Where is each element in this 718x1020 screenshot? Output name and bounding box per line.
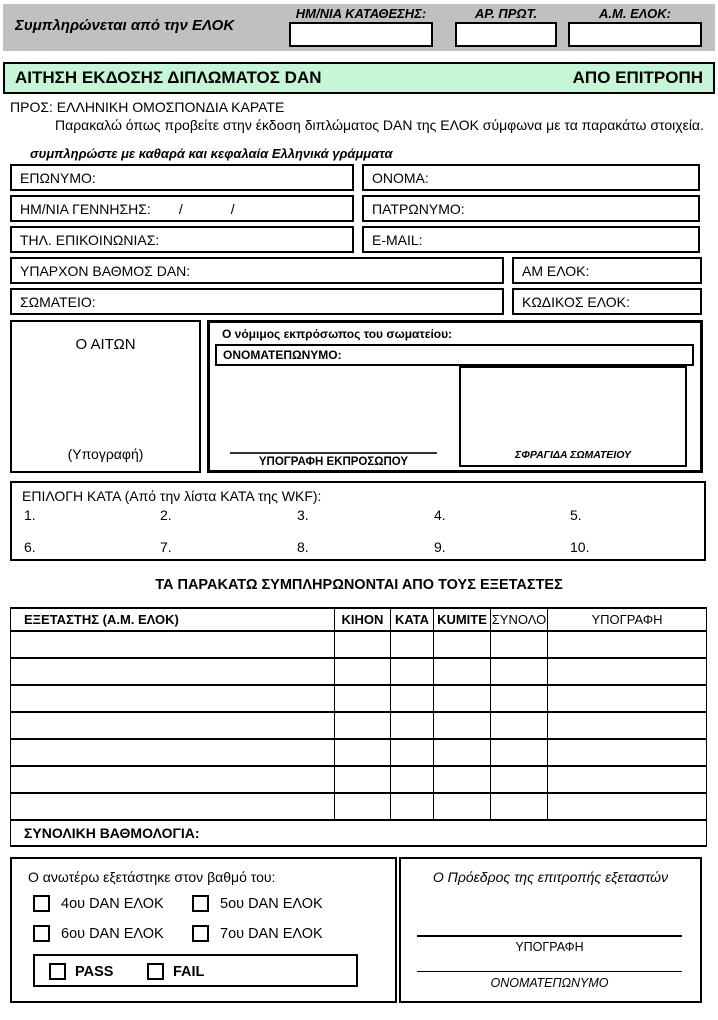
phone-label: ΤΗΛ. ΕΠΙΚΟΙΝΩΝΙΑΣ: bbox=[20, 231, 160, 248]
total-score-row bbox=[11, 820, 707, 846]
kata-slot-2[interactable]: 2. bbox=[160, 507, 172, 523]
examiner-cell[interactable] bbox=[11, 631, 335, 658]
kihon-cell[interactable] bbox=[335, 766, 391, 793]
date-slash: / bbox=[178, 200, 183, 217]
pass-checkbox[interactable] bbox=[49, 963, 66, 980]
president-name-line[interactable] bbox=[417, 971, 682, 972]
signature-cell[interactable] bbox=[548, 739, 707, 766]
signature-cell[interactable] bbox=[548, 712, 707, 739]
fail-label: FAIL bbox=[173, 963, 205, 980]
total-cell[interactable] bbox=[491, 631, 548, 658]
office-use-note: Συμπληρώνεται από την ΕΛΟΚ bbox=[15, 17, 235, 34]
fail-option[interactable] bbox=[147, 963, 204, 980]
am-elok-strip-label: Α.Μ. ΕΛΟΚ: bbox=[599, 6, 671, 21]
signature-cell[interactable] bbox=[548, 658, 707, 685]
kata-cell[interactable] bbox=[391, 631, 434, 658]
result-prompt: Ο ανωτέρω εξετάστηκε στον βαθμό του: bbox=[28, 869, 276, 885]
kata-cell[interactable] bbox=[391, 793, 434, 820]
president-title: Ο Πρόεδρος της επιτροπής εξεταστών bbox=[432, 869, 669, 885]
option-4th-dan[interactable] bbox=[33, 895, 164, 912]
form-title-committee: ΑΠΟ ΕΠΙΤΡΟΠΗ bbox=[572, 68, 703, 87]
total-cell[interactable] bbox=[491, 685, 548, 712]
protocol-number-label: ΑΡ. ΠΡΩΤ. bbox=[474, 6, 538, 21]
kata-selection-label: ΕΠΙΛΟΓΗ ΚΑΤΑ (Από την λίστα ΚΑΤΑ της WKF): bbox=[22, 488, 322, 504]
representative-name-label: ΟΝΟΜΑΤΕΠΩΝΥΜΟ: bbox=[223, 348, 342, 362]
signature-cell[interactable] bbox=[548, 766, 707, 793]
examiner-row bbox=[11, 739, 707, 766]
kumite-cell[interactable] bbox=[434, 685, 491, 712]
total-cell[interactable] bbox=[491, 739, 548, 766]
president-name-caption: ΟΝΟΜΑΤΕΠΩΝΥΜΟ bbox=[490, 976, 609, 990]
first-name-label: ΟΝΟΜΑ: bbox=[372, 169, 429, 186]
current-dan-label: ΥΠΑΡΧΟΝ ΒΑΘΜΟΣ DAN: bbox=[20, 262, 191, 279]
checkbox-4th-dan[interactable] bbox=[33, 895, 50, 912]
pass-fail-box bbox=[33, 954, 358, 987]
checkbox-5th-dan[interactable] bbox=[192, 895, 209, 912]
total-column-header: ΣΥΝΟΛΟ bbox=[491, 608, 548, 631]
pass-option[interactable] bbox=[49, 963, 113, 980]
form-title-bar bbox=[3, 62, 715, 94]
examiner-cell[interactable] bbox=[11, 766, 335, 793]
representative-label: Ο νόμιμος εκπρόσωπος του σωματείου: bbox=[222, 327, 453, 341]
club-code-label: ΚΩΔΙΚΟΣ ΕΛΟΚ: bbox=[522, 293, 630, 310]
examiner-cell[interactable] bbox=[11, 685, 335, 712]
total-cell[interactable] bbox=[491, 793, 548, 820]
kumite-cell[interactable] bbox=[434, 739, 491, 766]
fill-instruction: συμπληρώστε με καθαρά και κεφαλαία Ελληνικά γράμματα bbox=[30, 146, 393, 161]
president-box bbox=[399, 857, 702, 1003]
examiner-row bbox=[11, 712, 707, 739]
kata-slot-7[interactable]: 7. bbox=[160, 539, 172, 555]
kata-cell[interactable] bbox=[391, 766, 434, 793]
total-cell[interactable] bbox=[491, 712, 548, 739]
kumite-cell[interactable] bbox=[434, 766, 491, 793]
kata-slot-10[interactable]: 10. bbox=[570, 539, 590, 555]
checkbox-6th-dan[interactable] bbox=[33, 925, 50, 942]
am-elok-label: ΑΜ ΕΛΟΚ: bbox=[522, 262, 590, 279]
examiner-cell[interactable] bbox=[11, 739, 335, 766]
email-label: E-MAIL: bbox=[372, 231, 423, 248]
option-6th-dan-label: 6ου DAN ΕΛΟΚ bbox=[61, 925, 164, 942]
applicant-signature-caption: (Υπογραφή) bbox=[67, 446, 144, 462]
protocol-number-input[interactable] bbox=[455, 22, 557, 47]
examiner-column-header: ΕΞΕΤΑΣΤΗΣ (Α.Μ. ΕΛΟΚ) bbox=[11, 608, 335, 631]
option-7th-dan-label: 7ου DAN ΕΛΟΚ bbox=[220, 925, 323, 942]
kihon-cell[interactable] bbox=[335, 658, 391, 685]
representative-signature-line bbox=[230, 452, 437, 454]
kumite-cell[interactable] bbox=[434, 631, 491, 658]
club-code-field[interactable] bbox=[512, 288, 702, 315]
request-line: Παρακαλώ όπως προβείτε στην έκδοση διπλώματος DAN της ΕΛΟΚ σύμφωνα με τα παρακάτω στοιχεία. bbox=[55, 117, 704, 133]
club-stamp-caption: ΣΦΡΑΓΙΔΑ ΣΩΜΑΤΕΙΟΥ bbox=[515, 449, 631, 461]
kata-cell[interactable] bbox=[391, 685, 434, 712]
patronym-label: ΠΑΤΡΩΝΥΜΟ: bbox=[372, 200, 465, 217]
kata-slot-3[interactable]: 3. bbox=[297, 507, 309, 523]
examiner-cell[interactable] bbox=[11, 712, 335, 739]
date-slash: / bbox=[230, 200, 235, 217]
first-name-field[interactable] bbox=[362, 164, 700, 191]
club-stamp-box[interactable] bbox=[459, 366, 687, 467]
total-cell[interactable] bbox=[491, 658, 548, 685]
submission-date-input[interactable] bbox=[289, 22, 433, 47]
option-5th-dan-label: 5ου DAN ΕΛΟΚ bbox=[220, 895, 323, 912]
kata-slot-1[interactable]: 1. bbox=[24, 507, 36, 523]
applicant-signature-box[interactable] bbox=[10, 320, 201, 473]
examiner-cell[interactable] bbox=[11, 658, 335, 685]
pass-label: PASS bbox=[75, 963, 114, 980]
surname-field[interactable] bbox=[10, 164, 354, 191]
kumite-cell[interactable] bbox=[434, 712, 491, 739]
club-field[interactable] bbox=[10, 288, 504, 315]
kihon-cell[interactable] bbox=[335, 685, 391, 712]
examiner-row bbox=[11, 685, 707, 712]
am-elok-strip-input[interactable] bbox=[568, 22, 702, 47]
option-4th-dan-label: 4ου DAN ΕΛΟΚ bbox=[61, 895, 164, 912]
examiner-row bbox=[11, 658, 707, 685]
kata-slot-8[interactable]: 8. bbox=[297, 539, 309, 555]
form-title: ΑΙΤΗΣΗ ΕΚΔΟΣΗΣ ΔΙΠΛΩΜΑΤΟΣ DAN bbox=[15, 68, 322, 87]
kata-slot-6[interactable]: 6. bbox=[24, 539, 36, 555]
exam-result-box bbox=[10, 857, 397, 1003]
kihon-column-header: KIHON bbox=[335, 608, 391, 631]
kumite-cell[interactable] bbox=[434, 793, 491, 820]
kumite-column-header: KUMITE bbox=[434, 608, 491, 631]
kata-column-header: ΚΑΤΑ bbox=[391, 608, 434, 631]
fail-checkbox[interactable] bbox=[147, 963, 164, 980]
birth-date-label: ΗΜ/ΝΙΑ ΓΕΝΝΗΣΗΣ: bbox=[20, 200, 151, 217]
examiners-header-row bbox=[11, 608, 707, 631]
representative-name-field[interactable] bbox=[215, 344, 694, 366]
examiner-cell[interactable] bbox=[11, 793, 335, 820]
signature-cell[interactable] bbox=[548, 631, 707, 658]
phone-field[interactable] bbox=[10, 226, 354, 253]
kata-slot-4[interactable]: 4. bbox=[434, 507, 446, 523]
club-label: ΣΩΜΑΤΕΙΟ: bbox=[20, 293, 96, 310]
kihon-cell[interactable] bbox=[335, 631, 391, 658]
current-dan-field[interactable] bbox=[10, 257, 504, 284]
option-7th-dan[interactable] bbox=[192, 925, 323, 942]
signature-cell[interactable] bbox=[548, 793, 707, 820]
representative-signature-caption: ΥΠΟΓΡΑΦΗ ΕΚΠΡΟΣΩΠΟΥ bbox=[258, 456, 409, 468]
surname-label: ΕΠΩΝΥΜΟ: bbox=[20, 169, 96, 186]
submission-date-label: ΗΜ/ΝΙΑ ΚΑΤΑΘΕΣΗΣ: bbox=[295, 6, 427, 21]
option-5th-dan[interactable] bbox=[192, 895, 323, 912]
examiner-row bbox=[11, 766, 707, 793]
kata-cell[interactable] bbox=[391, 712, 434, 739]
patronym-field[interactable] bbox=[362, 195, 700, 222]
kumite-cell[interactable] bbox=[434, 658, 491, 685]
option-6th-dan[interactable] bbox=[33, 925, 164, 942]
kata-cell[interactable] bbox=[391, 739, 434, 766]
total-cell[interactable] bbox=[491, 766, 548, 793]
applicant-title: Ο ΑΙΤΩΝ bbox=[75, 336, 136, 353]
examiner-row bbox=[11, 631, 707, 658]
kata-slot-5[interactable]: 5. bbox=[570, 507, 582, 523]
kihon-cell[interactable] bbox=[335, 712, 391, 739]
am-elok-field[interactable] bbox=[512, 257, 702, 284]
birth-date-field[interactable] bbox=[10, 195, 354, 222]
kihon-cell[interactable] bbox=[335, 739, 391, 766]
examiners-table bbox=[10, 607, 707, 847]
office-use-strip bbox=[3, 4, 715, 51]
president-signature-caption: ΥΠΟΓΡΑΦΗ bbox=[515, 940, 584, 954]
president-signature-line[interactable] bbox=[417, 935, 682, 937]
kihon-cell[interactable] bbox=[335, 793, 391, 820]
examiner-row bbox=[11, 793, 707, 820]
addressee-line: ΠΡΟΣ: ΕΛΛΗΝΙΚΗ ΟΜΟΣΠΟΝΔΙΑ ΚΑΡΑΤΕ bbox=[10, 99, 285, 115]
signature-cell[interactable] bbox=[548, 685, 707, 712]
kata-selection-box bbox=[10, 481, 706, 561]
representative-box bbox=[207, 320, 703, 473]
checkbox-7th-dan[interactable] bbox=[192, 925, 209, 942]
kata-slot-9[interactable]: 9. bbox=[434, 539, 446, 555]
total-score-label[interactable]: ΣΥΝΟΛΙΚΗ ΒΑΘΜΟΛΟΓΙΑ: bbox=[11, 820, 707, 846]
email-field[interactable] bbox=[362, 226, 700, 253]
signature-column-header: ΥΠΟΓΡΑΦΗ bbox=[548, 608, 707, 631]
examiners-section-title: ΤΑ ΠΑΡΑΚΑΤΩ ΣΥΜΠΛΗΡΩΝΟΝΤΑΙ ΑΠΟ ΤΟΥΣ ΕΞΕΤΑΣΤΕΣ bbox=[155, 577, 563, 593]
kata-cell[interactable] bbox=[391, 658, 434, 685]
